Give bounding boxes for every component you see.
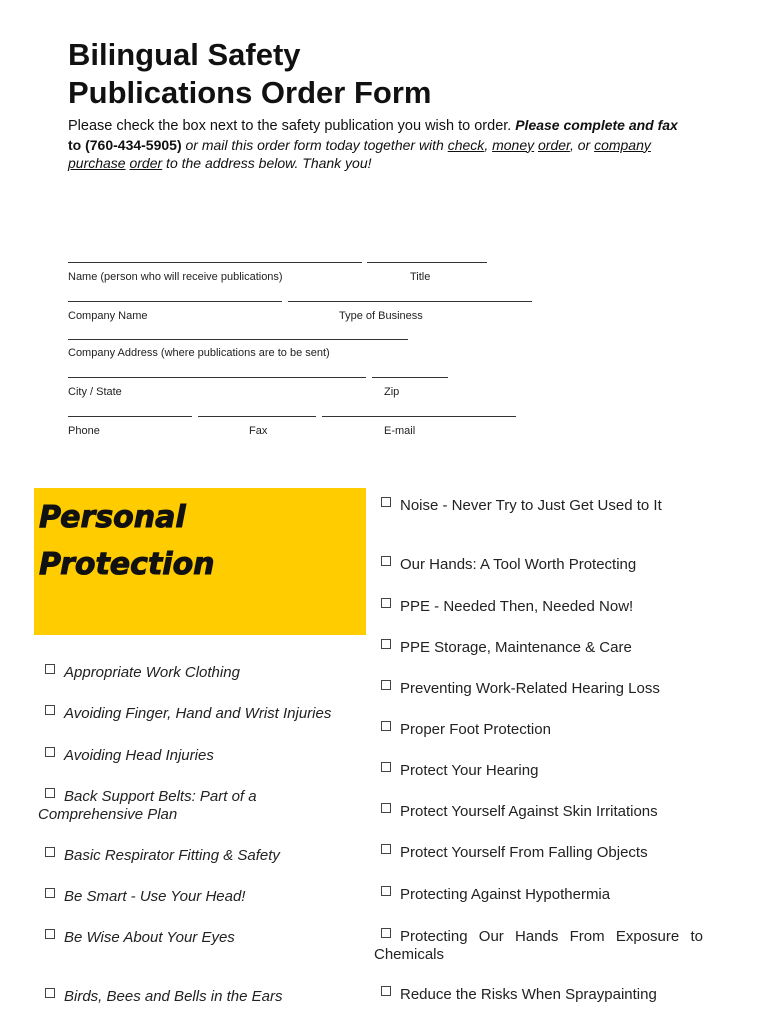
intro-money: money (492, 136, 535, 153)
checkbox[interactable] (45, 847, 55, 857)
checkbox[interactable] (381, 556, 391, 566)
intro-company: company (594, 136, 651, 153)
fax-line[interactable] (198, 416, 316, 417)
item-label: Protect Yourself Against Skin Irritations (400, 803, 658, 820)
item-label: Protect Your Hearing (400, 762, 539, 779)
item-label: Protecting Our Hands From Exposure to Chemicals (374, 928, 703, 963)
checkbox[interactable] (45, 788, 55, 798)
item-label: PPE Storage, Maintenance & Care (400, 639, 632, 656)
list-item (381, 639, 761, 657)
intro-lead: Please check the box next to the safety publication you wish to order. (68, 118, 512, 134)
name-line[interactable] (68, 262, 362, 263)
list-item (381, 803, 761, 821)
intro-purchase: purchase (68, 155, 126, 171)
item-label: Basic Respirator Fitting & Safety (64, 847, 280, 864)
intro-order-1: order (538, 136, 570, 153)
list-item (381, 986, 761, 1004)
phone-line[interactable] (68, 416, 192, 417)
intro-bold-italic: Please complete and fax (515, 117, 678, 133)
checkbox[interactable] (381, 886, 391, 896)
item-label: Birds, Bees and Bells in the Ears (64, 988, 283, 1005)
list-item (45, 847, 365, 865)
business-line[interactable] (288, 301, 532, 302)
item-label: Avoiding Finger, Hand and Wrist Injuries (64, 705, 332, 722)
item-label: Proper Foot Protection (400, 721, 551, 738)
checkbox[interactable] (381, 721, 391, 731)
list-item (381, 886, 761, 904)
page-title (68, 36, 668, 112)
checkbox[interactable] (45, 988, 55, 998)
checkbox[interactable] (45, 664, 55, 674)
item-label: Noise - Never Try to Just Get Used to It (400, 497, 662, 514)
list-item (374, 497, 674, 515)
list-item (374, 928, 703, 964)
intro-check: check (447, 136, 485, 153)
title-line-1: Bilingual Safety (68, 37, 301, 72)
section-heading-line-2: Protection (39, 547, 215, 582)
checkbox[interactable] (45, 888, 55, 898)
zip-line[interactable] (372, 377, 448, 378)
item-label: Appropriate Work Clothing (64, 664, 240, 681)
intro-text-2: to the address below. Thank you! (162, 155, 372, 171)
item-label: PPE - Needed Then, Needed Now! (400, 598, 634, 615)
email-label: E-mail (384, 425, 416, 437)
item-label: Avoiding Head Injuries (64, 747, 214, 764)
address-line[interactable] (68, 339, 408, 340)
list-item (45, 747, 365, 765)
checkbox[interactable] (45, 747, 55, 757)
list-item (45, 664, 365, 682)
item-label: Be Smart - Use Your Head! (64, 888, 246, 905)
item-label: Preventing Work-Related Hearing Loss (400, 680, 660, 697)
list-item (38, 788, 278, 824)
intro-sep-1: , (484, 136, 493, 153)
item-label: Our Hands: A Tool Worth Protecting (400, 556, 637, 573)
section-header-box (34, 488, 366, 635)
checkbox[interactable] (381, 928, 391, 938)
checkbox[interactable] (45, 705, 55, 715)
checkbox[interactable] (45, 929, 55, 939)
section-heading-line-1: Personal (39, 500, 186, 535)
fax-label: Fax (249, 425, 268, 437)
item-label: Protect Yourself From Falling Objects (400, 844, 648, 861)
checkbox[interactable] (381, 639, 391, 649)
title-line-2: Publications Order Form (68, 75, 432, 110)
checkbox[interactable] (381, 762, 391, 772)
company-label: Company Name (68, 310, 148, 322)
zip-label: Zip (384, 386, 400, 398)
city-line[interactable] (68, 377, 366, 378)
fax-number: to (760-434-5905) (68, 136, 182, 153)
list-item (45, 929, 365, 947)
checkbox[interactable] (381, 497, 391, 507)
item-label: Reduce the Risks When Spraypainting (400, 986, 657, 1003)
item-label: Be Wise About Your Eyes (64, 929, 235, 946)
company-line[interactable] (68, 301, 282, 302)
intro-order-2: order (129, 155, 163, 171)
checkbox[interactable] (381, 598, 391, 608)
address-label: Company Address (where publications are to be sent) (68, 347, 330, 359)
list-item (45, 988, 365, 1006)
list-item (381, 598, 761, 616)
business-label: Type of Business (339, 310, 423, 322)
title-label: Title (410, 271, 431, 283)
checkbox[interactable] (381, 986, 391, 996)
item-label: Protecting Against Hypothermia (400, 886, 611, 903)
list-item (45, 888, 365, 906)
list-item (381, 556, 761, 574)
name-label: Name (person who will receive publications) (68, 271, 283, 283)
list-item (381, 762, 761, 780)
intro-sep-2: , or (569, 136, 595, 153)
phone-label: Phone (68, 425, 100, 437)
list-item (381, 680, 761, 698)
item-label: Back Support Belts: Part of a Comprehensive Plan (38, 788, 257, 823)
title-line[interactable] (367, 262, 487, 263)
intro-text-1: or mail this order form today together with (181, 136, 448, 153)
section-heading (39, 494, 359, 588)
list-item (45, 705, 365, 723)
city-label: City / State (68, 386, 122, 398)
checkbox[interactable] (381, 680, 391, 690)
list-item (381, 721, 761, 739)
intro-paragraph (68, 116, 708, 173)
email-line[interactable] (322, 416, 516, 417)
checkbox[interactable] (381, 844, 391, 854)
checkbox[interactable] (381, 803, 391, 813)
list-item (381, 844, 761, 862)
